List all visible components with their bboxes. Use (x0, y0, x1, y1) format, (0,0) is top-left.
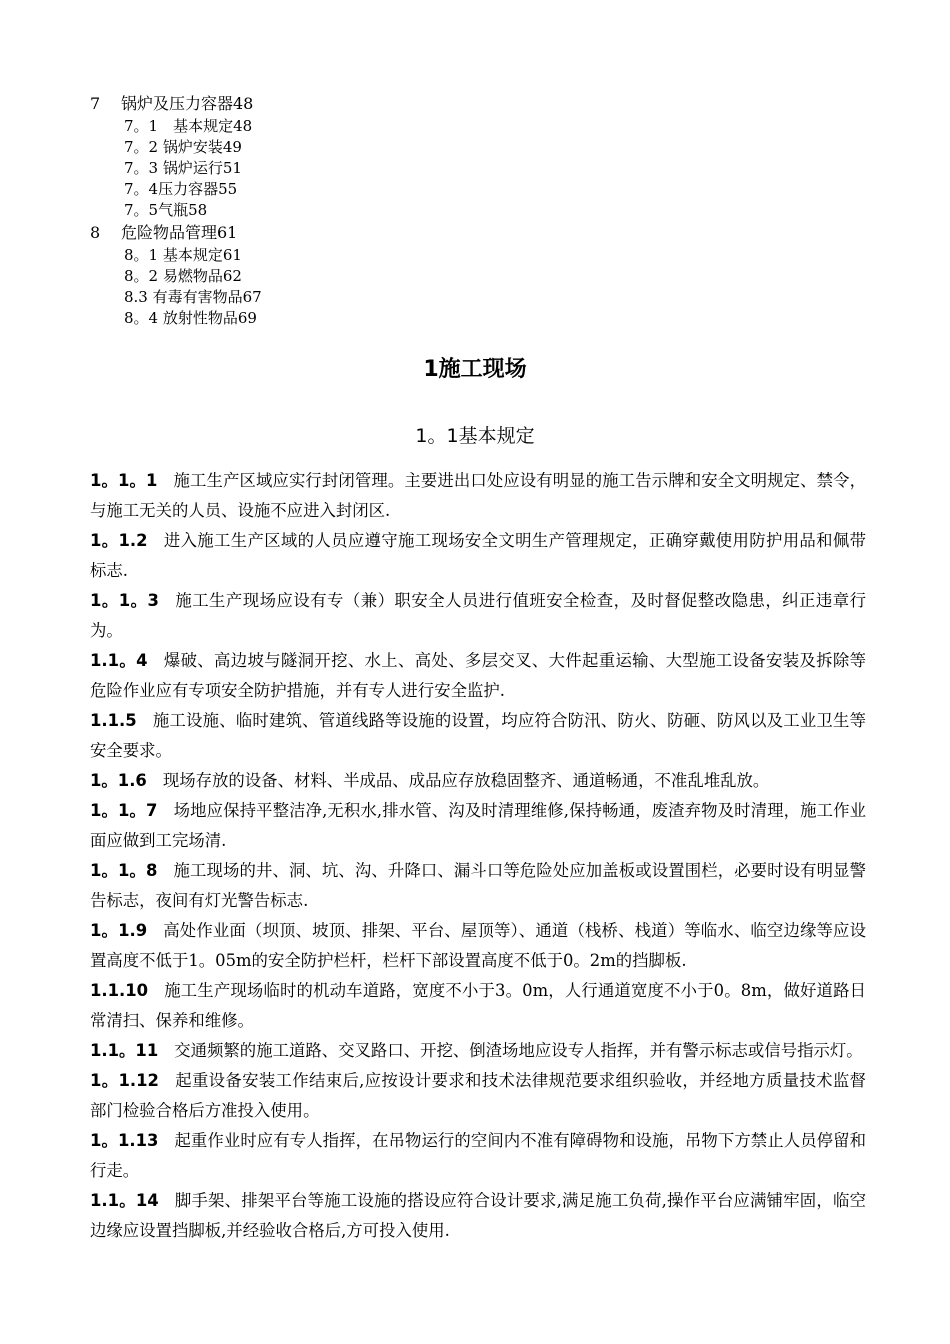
clause-text: 施工生产区域应实行封闭管理。主要进出口处应设有明显的施工告示牌和安全文明规定、禁令，与施工无关的人员、设施不应进入封闭区. (90, 471, 867, 520)
clause-paragraph (90, 706, 866, 766)
clause-text: 现场存放的设备、材料、半成品、成品应存放稳固整齐、通道畅通，不准乱堆乱放。 (162, 771, 770, 790)
toc-chapter-8[interactable] (90, 221, 790, 245)
clause-number: 1。1.6 (90, 771, 147, 790)
clause-text: 进入施工生产区域的人员应遵守施工现场安全文明生产管理规定，正确穿戴使用防护用品和佩带标志. (90, 531, 866, 580)
clause-number: 1。1.9 (90, 921, 148, 940)
clause-text: 起重作业时应有专人指挥，在吊物运行的空间内不准有障碍物和设施，吊物下方禁止人员停留和行走。 (90, 1131, 866, 1180)
clause-number: 1.1。4 (90, 651, 148, 670)
toc-item[interactable]: 7。3 锅炉运行51 (124, 159, 242, 177)
clause-text: 施工生产现场临时的机动车道路，宽度不小于3。0m，人行通道宽度不小于0。8m，做好道路日常清扫、保养和维修。 (90, 981, 866, 1030)
clause-paragraph (90, 856, 866, 916)
clause-paragraph (90, 1066, 866, 1126)
clause-text: 施工生产现场应设有专（兼）职安全人员进行值班安全检查，及时督促整改隐患，纠正违章行为。 (90, 591, 867, 640)
toc-chapter-number: 7 (90, 94, 101, 113)
clause-text: 高处作业面（坝顶、坡顶、排架、平台、屋顶等）、通道（栈桥、栈道）等临水、临空边缘等应设置高度不低于1。05m的安全防护栏杆，栏杆下部设置高度不低于0。2m的挡脚板. (90, 921, 866, 970)
section-heading: 1施工现场 (423, 357, 527, 382)
clause-number: 1。1.12 (90, 1071, 159, 1090)
toc-chapter-title: 危险物品管理61 (121, 223, 238, 242)
toc-item[interactable]: 8。1 基本规定61 (124, 246, 242, 264)
toc-item[interactable]: 7。5气瓶58 (124, 201, 208, 219)
clause-paragraph (90, 586, 866, 646)
clause-paragraph (90, 1186, 866, 1246)
clause-paragraph (90, 1036, 866, 1066)
clause-text: 脚手架、排架平台等施工设施的搭设应符合设计要求,满足施工负荷,操作平台应满铺牢固，临空边缘应设置挡脚板,并经验收合格后,方可投入使用. (90, 1191, 866, 1240)
clause-number: 1。1。8 (90, 861, 158, 880)
table-of-contents (90, 92, 790, 329)
clause-number: 1.1.10 (90, 981, 149, 1000)
toc-item[interactable]: 8.3 有毒有害物品67 (124, 288, 262, 306)
clause-paragraph (90, 646, 866, 706)
toc-item[interactable]: 7。2 锅炉安装49 (124, 138, 242, 156)
clause-number: 1。1.2 (90, 531, 148, 550)
toc-item[interactable]: 8。2 易燃物品62 (124, 267, 242, 285)
toc-chapter-7[interactable] (90, 92, 790, 116)
clause-text: 交通频繁的施工道路、交叉路口、开挖、倒渣场地应设专人指挥，并有警示标志或信号指示灯。 (174, 1041, 863, 1060)
toc-item[interactable]: 7。1 基本规定48 (124, 117, 253, 135)
clause-paragraph (90, 766, 866, 796)
clause-paragraph (90, 796, 866, 856)
clause-number: 1.1。11 (90, 1041, 159, 1060)
clause-paragraph (90, 1126, 866, 1186)
toc-item[interactable]: 7。4压力容器55 (124, 180, 238, 198)
clause-number: 1。1。1 (90, 471, 158, 490)
toc-item[interactable]: 8。4 放射性物品69 (124, 309, 257, 327)
clause-paragraph (90, 916, 866, 976)
clause-number: 1.1.5 (90, 711, 137, 730)
clause-number: 1。1。3 (90, 591, 159, 610)
clause-paragraph (90, 526, 866, 586)
clause-paragraph (90, 466, 866, 526)
toc-chapter-title: 锅炉及压力容器48 (121, 94, 254, 113)
clause-paragraph (90, 976, 866, 1036)
clause-text: 爆破、高边坡与隧洞开挖、水上、高处、多层交叉、大件起重运输、大型施工设备安装及拆除等危险作业应有专项安全防护措施，并有专人进行安全监护. (90, 651, 866, 700)
clause-text: 施工现场的井、洞、坑、沟、升降口、漏斗口等危险处应加盖板或设置围栏，必要时设有明显警告标志，夜间有灯光警告标志. (90, 861, 867, 910)
clause-text: 场地应保持平整洁净,无积水,排水管、沟及时清理维修,保持畅通，废渣弃物及时清理，施工作业面应做到工完场清. (90, 801, 866, 850)
clause-text: 起重设备安装工作结束后,应按设计要求和技术法律规范要求组织验收，并经地方质量技术监督部门检验合格后方准投入使用。 (90, 1071, 866, 1120)
body-text (90, 466, 866, 1246)
toc-chapter-number: 8 (90, 223, 101, 242)
clause-number: 1。1。7 (90, 801, 158, 820)
subsection-heading: 1。1基本规定 (415, 425, 535, 447)
clause-number: 1.1。14 (90, 1191, 159, 1210)
clause-number: 1。1.13 (90, 1131, 159, 1150)
clause-text: 施工设施、临时建筑、管道线路等设施的设置，均应符合防汛、防火、防砸、防风以及工业卫生等安全要求。 (90, 711, 866, 760)
